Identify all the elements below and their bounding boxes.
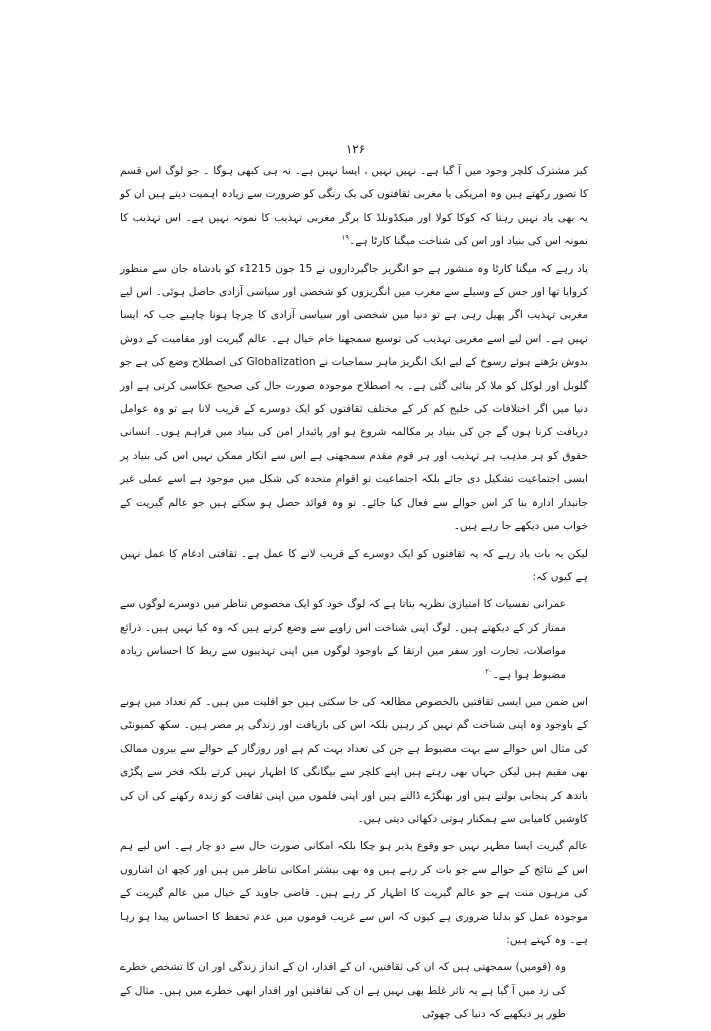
- paragraph-text: کیر مشترک کلچر وجود میں آ گیا ہے۔ نہیں نہیں ، ایسا نہیں ہے۔ نہ ہی کبھی ہوگا ۔ جو لوگ اس قسم کا تصور رکھتے ہیں وہ امریکی یا مغربی ثقافتوں کی یک رنگی کو ضرورت سے زیادہ اہمیت دیتے ہیں ان کو یہ بھی یاد نہیں رہتا کہ کوکا کولا اور میکڈونلڈ کا برگر مغربی تہذیب کا نمونہ نہیں ہے۔ اس تہذیب کا نمونہ اس کی بنیاد اور اس کی شناخت میگنا کارٹا ہے۔: [120, 165, 588, 248]
- block-quote: [120, 593, 588, 687]
- paragraph: لیکن یہ بات یاد رہے کہ یہ ثقافتوں کو ایک دوسرے کے قریب لانے کا عمل ہے۔ ثقافتی ادغام کا عمل نہیں ہے کیوں کہ:: [120, 547, 588, 583]
- paragraph: عالم گیریت ایسا مظہر نہیں جو وقوع پذیر ہو چکا بلکہ امکانی صورت حال سے دو چار ہے۔ اس لیے ہم اس کے نتائج کے حوالے سے جو بات کر رہے ہیں وہ بھی بیشتر امکانی تناظر میں ہیں اور کچھ ان اشاروں کی مرہون منت ہے جو عالم گیریت کا اظہار کر رہے ہیں۔ قاضی جاوید کے خیال میں عالم گیریت کے موجودہ عمل کو بدلنا ضروری ہے کیوں کہ اس سے غریب قوموں میں عدم تحفظ کا احساس پیدا ہو رہا ہے۔ وہ کہتے ہیں:: [120, 840, 588, 946]
- text-body: [120, 160, 588, 1031]
- quote-text: عمرانی نفسیات کا امتیازی نظریہ بتاتا ہے کہ لوگ خود کو ایک مخصوص تناظر میں دوسرے لوگوں سے ممتاز کر کے دیکھتے ہیں۔ لوگ اپنی شناخت اس زاویے سے وضع کرتے ہیں کہ وہ کیا نہیں ہیں۔ ذرائع مواصلات، تجارت اور سفر میں ارتقا کے باوجود لوگوں میں اپنی تہذیبوں سے ربط کا احساس زیادہ مضبوط ہوا ہے۔: [120, 598, 566, 681]
- paragraph: اس ضمن میں ایسی ثقافتیں بالخصوص مطالعہ کی جا سکتی ہیں جو اقلیت میں ہیں۔ کم تعداد میں ہونے کے باوجود وہ اپنی شناخت گم نہیں کر رہیں بلکہ اس کی بازیافت اور زندگی پر مصر ہیں۔ سکھ کمیونٹی کی مثال اس حوالے سے بہت مضبوط ہے جن کی تعداد بہت کم ہے اور روزگار کے حوالے سے بیرون ممالک بھی مقیم ہیں لیکن جہاں بھی رہتے ہیں اپنے کلچر سے بیگانگی کا اظہار نہیں کرتے بلکہ فخر سے پگڑی باندھ کر پنجابی بولتے ہیں اور بھنگڑے ڈالتے ہیں اور اپنی فلموں میں اپنی ثقافت کو زندہ رکھنے کی ان کی کاوشیں کامیابی سے ہمکنار ہوتی دکھائی دیتی ہیں۔: [120, 695, 588, 825]
- footnote-marker: ۱۹: [341, 233, 350, 242]
- paragraph: یاد رہے کہ میگنا کارٹا وہ منشور ہے جو انگریز جاگیرداروں نے 15 جون 1215ء کو بادشاہ جان سے منظور کروایا تھا اور جس کے وسیلے سے مغرب میں انگریزوں کو شخصی اور سیاسی آزادی حاصل ہوئی۔ اس لیے مغربی تہذیب اگر پھیل رہی ہے تو دنیا میں شخصی اور سیاسی آزادی کا چرچا ہونا چاہیے جب کہ ایسا نہیں ہے۔ اس لیے اسے مغربی تہذیب کی توسیع سمجھنا خام خیال ہے۔ عالم گیریت اور مقامیت کے دوش بدوش بڑھتے ہوئے رسوخ کے لیے ایک انگریز ماہر سماجیات نے Globalization کی اصطلاح وضع کی ہے جو گلوبل اور لوکل کو ملا کر بنائی گئی ہے۔ یہ اصطلاح موجودہ صورت حال کی صحیح عکاسی کرتی ہے اور دنیا میں اگر اختلافات کی خلیج کم کر کے مختلف ثقافتوں کو ایک دوسرے کے قریب لانا ہے تو وہ عوامل دریافت کرنا ہوں گے جن کی بنیاد پر مکالمہ شروع ہو اور پائیدار امن کی بنیاد میں فراہم ہوں۔ انسانی حقوق کو ہر مذہب ہر تہذیب اور ہر قوم مقدم سمجھتی ہے اس سے انکار ممکن نہیں اس کی بنیاد پر ایسی اجتماعیت تشکیل دی جائے بلکہ اجتماعیت تو اقوامِ متحدہ کی شکل میں موجود ہے اسے عملی غیر جانبدار ادارہ بنا کر اس حوالے سے فعال کیا جائے۔ تو وہ فوائد حصل ہو سکتے ہیں جو عالم گیریت کے خواب میں دیکھے جا رہے ہیں۔: [120, 262, 588, 533]
- page-number: ۱۲۶: [345, 142, 366, 156]
- block-quote: وہ (قومیں) سمجھتی ہیں کہ ان کی ثقافتیں، ان کے اقدار، ان کے انداز زندگی اور ان کا تشخص خطرے کی زد میں آ گیا ہے یہ تاثر غلط بھی نہیں ہے ان کی ثقافتیں اور اقدار ابھی خطرے میں ہیں۔ مثال کے طور پر دیکھیے کہ دنیا کی چھوٹی: [120, 961, 566, 1021]
- footnote-marker: ۲۰: [485, 667, 493, 675]
- paragraph: [120, 160, 588, 254]
